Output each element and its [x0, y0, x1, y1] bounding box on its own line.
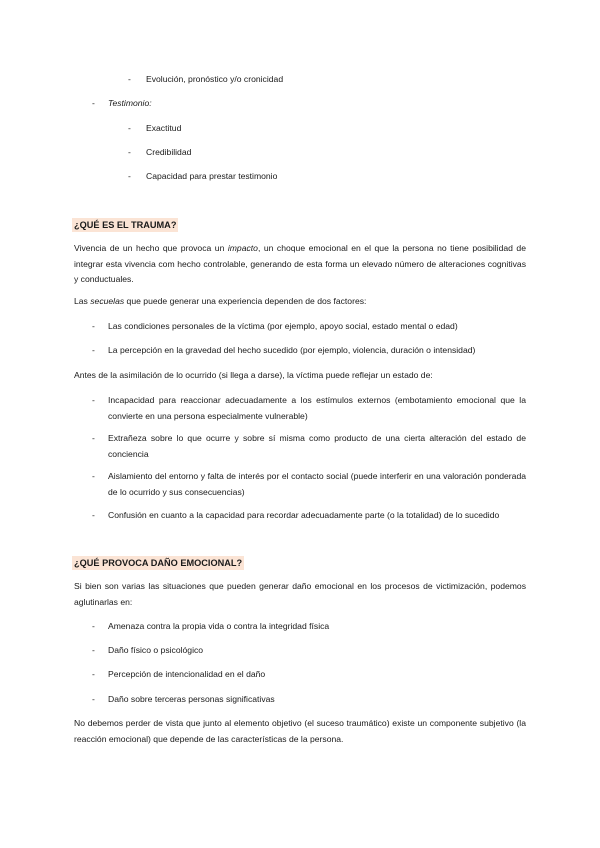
state-item: Aislamiento del entorno y falta de interés por el contacto social (puede interferir en una valoración ponderada de lo ocurrido y sus consecuencias) [108, 471, 526, 497]
dano-intro: Si bien son varias las situaciones que pueden generar daño emocional en los procesos de victimización, podemos aglutinarlas en: [74, 581, 526, 607]
list-dash: - [92, 510, 95, 520]
list-item-testimonio: Testimonio: [108, 98, 152, 108]
secuelas-b: que puede generar una experiencia dependen de dos factores: [124, 296, 367, 306]
sub-dash: - [128, 74, 131, 84]
factor-item: Las condiciones personales de la víctima (por ejemplo, apoyo social, estado mental o edad) [108, 321, 458, 331]
trauma-heading: ¿QUÉ ES EL TRAUMA? [74, 220, 177, 230]
dano-item: Daño físico o psicológico [108, 645, 204, 655]
sub-dash: - [128, 123, 131, 133]
state-item: Incapacidad para reaccionar adecuadamente a los estímulos externos (embotamiento emocional que la convierte en una persona especialmente vulnerable) [108, 395, 526, 421]
dano-item: Percepción de intencionalidad en el daño [108, 669, 266, 679]
list-dash: - [92, 669, 95, 679]
sub-dash: - [128, 171, 131, 181]
list-dash: - [92, 345, 95, 355]
state-item: Extrañeza sobre lo que ocurre y sobre sí misma como producto de una cierta alteración del estado de conciencia [108, 433, 526, 459]
trauma-intro-a: Vivencia de un hecho que provoca un [74, 243, 228, 253]
list-dash: - [92, 621, 95, 631]
trauma-intro-em: impacto [227, 243, 258, 253]
secuelas-paragraph [74, 294, 526, 310]
list-dash: - [92, 471, 95, 481]
secuelas-em: secuelas [90, 296, 125, 306]
trauma-intro-b: , un choque emocional en el que la persona no tiene posibilidad de integrar esta vivencia com hecho controlable, generando de esta forma un elevado número de alteraciones cognitivas y conductuales. [74, 243, 526, 284]
closing-paragraph: No debemos perder de vista que junto al elemento objetivo (el suceso traumático) existe un componente subjetivo (la reacción emocional) que depende de las características de la persona. [74, 718, 526, 744]
trauma-intro [74, 241, 526, 288]
factor-item: La percepción en la gravedad del hecho sucedido (por ejemplo, violencia, duración o intensidad) [108, 345, 476, 355]
sub-item-exactitud: Exactitud [146, 123, 182, 133]
sub-item-credibilidad: Credibilidad [146, 147, 192, 157]
sub-item-capacidad: Capacidad para prestar testimonio [146, 171, 278, 181]
sub-dash: - [128, 147, 131, 157]
list-dash: - [92, 321, 95, 331]
dano-item: Daño sobre terceras personas significativas [108, 694, 275, 704]
list-dash: - [92, 694, 95, 704]
secuelas-a: Las [74, 296, 91, 306]
list-dash: - [92, 98, 95, 108]
sub-item-evolucion: Evolución, pronóstico y/o cronicidad [146, 74, 284, 84]
list-dash: - [92, 645, 95, 655]
antes-paragraph: Antes de la asimilación de lo ocurrido (si llega a darse), la víctima puede reflejar un estado de: [74, 370, 433, 380]
list-dash: - [92, 433, 95, 443]
dano-item: Amenaza contra la propia vida o contra la integridad física [108, 621, 330, 631]
dano-heading: ¿QUÉ PROVOCA DAÑO EMOCIONAL? [74, 558, 243, 568]
state-item: Confusión en cuanto a la capacidad para recordar adecuadamente parte (o la totalidad) de lo sucedido [108, 510, 500, 520]
list-dash: - [92, 395, 95, 405]
